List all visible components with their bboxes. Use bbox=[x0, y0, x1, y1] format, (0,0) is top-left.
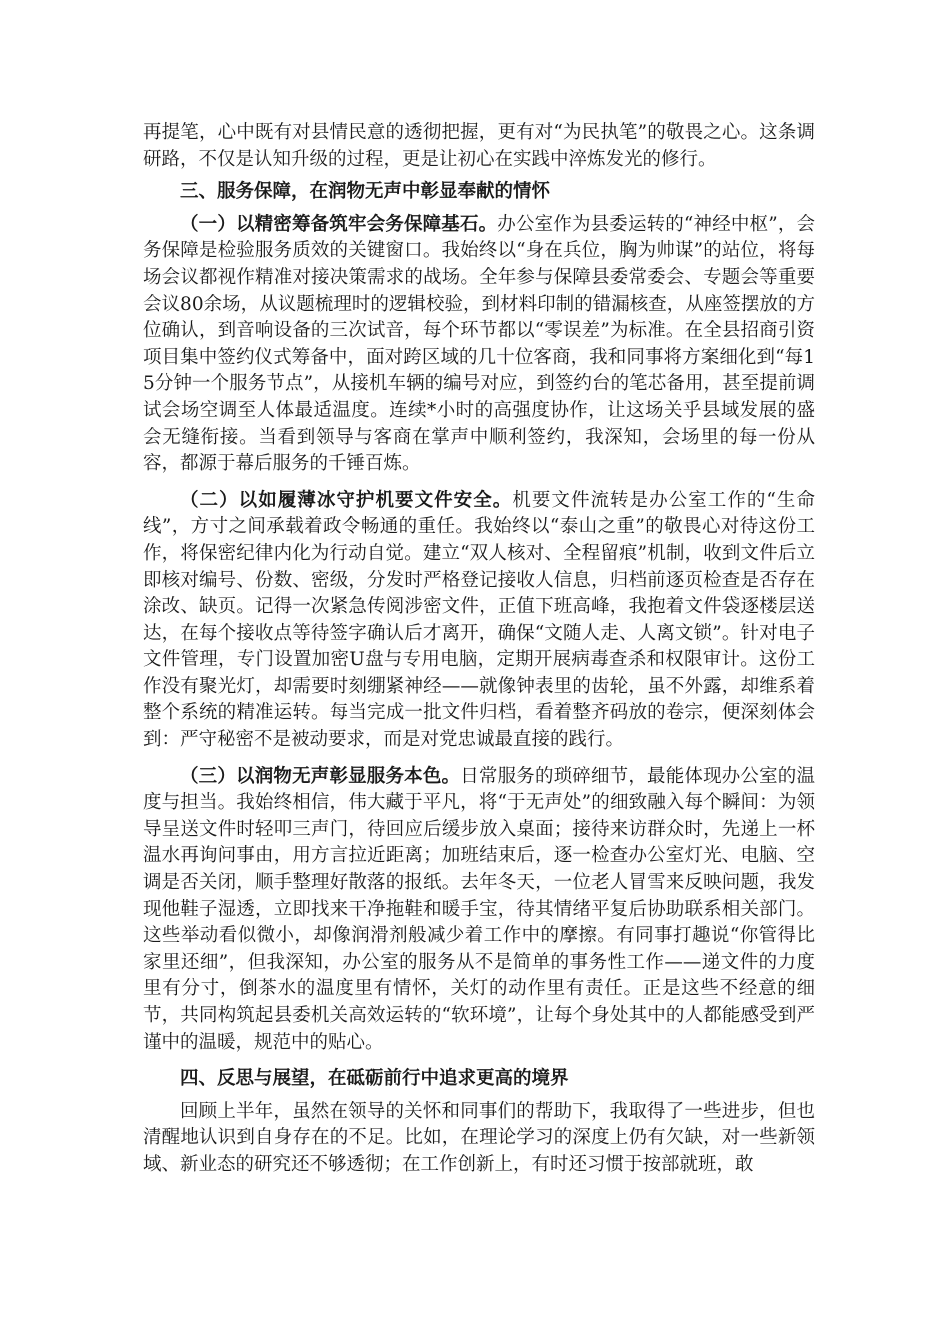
section-3-item-1-heading: （一）以精密筹备筑牢会务保障基石。 bbox=[180, 213, 498, 235]
section-3-item-2 bbox=[143, 488, 815, 754]
section-4-body: 回顾上半年，虽然在领导的关怀和同事们的帮助下，我取得了一些进步，但也清醒地认识到自身存在的不足。比如，在理论学习的深度上仍有欠缺，对一些新领域、新业态的研究还不够透彻；在工作创新上，有时还习惯于按部就班，敢 bbox=[143, 1100, 815, 1175]
section-3-item-1 bbox=[143, 212, 815, 478]
section-4-title: 四、反思与展望，在砥砺前行中追求更高的境界 bbox=[180, 1068, 569, 1090]
document-page bbox=[143, 120, 815, 1179]
section-3-item-3-body: 日常服务的琐碎细节，最能体现办公室的温度与担当。我始终相信，伟大藏于平凡，将“于无声处”的细致融入每个瞬间：为领导呈送文件时轻叩三声门，待回应后缓步放入桌面；接待来访群众时，先递上一杯温水再询问事由，用方言拉近距离；加班结束后，逐一检查办公室灯光、电脑、空调是否关闭，顺手整理好散落的报纸。去年冬天，一位老人冒雪来反映问题，我发现他鞋子湿透，立即找来干净拖鞋和暖手宝，待其情绪平复后协助联系相关部门。这些举动看似微小，却像润滑剂般减少着工作中的摩擦。有同事打趣说“你管得比家里还细”，但我深知，办公室的服务从不是简单的事务性工作——递文件的力度里有分寸，倒茶水的温度里有情怀，关灯的动作里有责任。正是这些不经意的细节，共同构筑起县委机关高效运转的“软环境”，让每个身处其中的人都能感受到严谨中的温暖，规范中的贴心。 bbox=[143, 765, 815, 1053]
section-3-item-1-body: 办公室作为县委运转的“神经中枢”，会务保障是检验服务质效的关键窗口。我始终以“身在兵位，胸为帅谋”的站位，将每场会议都视作精准对接决策需求的战场。全年参与保障县委常委会、专题会等重要会议80余场，从议题梳理时的逻辑校验，到材料印制的错漏核查，从座签摆放的方位确认，到音响设备的三次试音，每个环节都以“零误差”为标准。在全县招商引资项目集中签约仪式筹备中，面对跨区域的几十位客商，我和同事将方案细化到“每15分钟一个服务节点”，从接机车辆的编号对应，到签约台的笔芯备用，甚至提前调试会场空调至人体最适温度。连续*小时的高强度协作，让这场关乎县域发展的盛会无缝衔接。当看到领导与客商在掌声中顺利签约，我深知，会场里的每一份从容，都源于幕后服务的千锤百炼。 bbox=[143, 213, 815, 475]
section-3-item-3 bbox=[143, 764, 815, 1057]
section-3-item-2-body: 机要文件流转是办公室工作的“生命线”，方寸之间承载着政令畅通的重任。我始终以“泰山之重”的敬畏心对待这份工作，将保密纪律内化为行动自觉。建立“双人核对、全程留痕”机制，收到文件后立即核对编号、份数、密级，分发时严格登记接收人信息，归档前逐页检查是否存在涂改、缺页。记得一次紧急传阅涉密文件，正值下班高峰，我抱着文件袋逐楼层送达，在每个接收点等待签字确认后才离开，确保“文随人走、人离文锁”。针对电子文件管理，专门设置加密U盘与专用电脑，定期开展病毒查杀和权限审计。这份工作没有聚光灯，却需要时刻绷紧神经——就像钟表里的齿轮，虽不外露，却维系着整个系统的精准运转。每当完成一批文件归档，看着整齐码放的卷宗，便深刻体会到：严守秘密不是被动要求，而是对党忠诚最直接的践行。 bbox=[143, 489, 815, 751]
section-3-title: 三、服务保障，在润物无声中彰显奉献的情怀 bbox=[180, 181, 551, 203]
section-3-item-3-heading: （三）以润物无声彰显服务本色。 bbox=[180, 765, 461, 787]
section-3-item-2-heading: （二）以如履薄冰守护机要文件安全。 bbox=[180, 489, 513, 511]
continuation-paragraph: 再提笔，心中既有对县情民意的透彻把握，更有对“为民执笔”的敬畏之心。这条调研路，不仅是认知升级的过程，更是让初心在实践中淬炼发光的修行。 bbox=[143, 122, 815, 170]
